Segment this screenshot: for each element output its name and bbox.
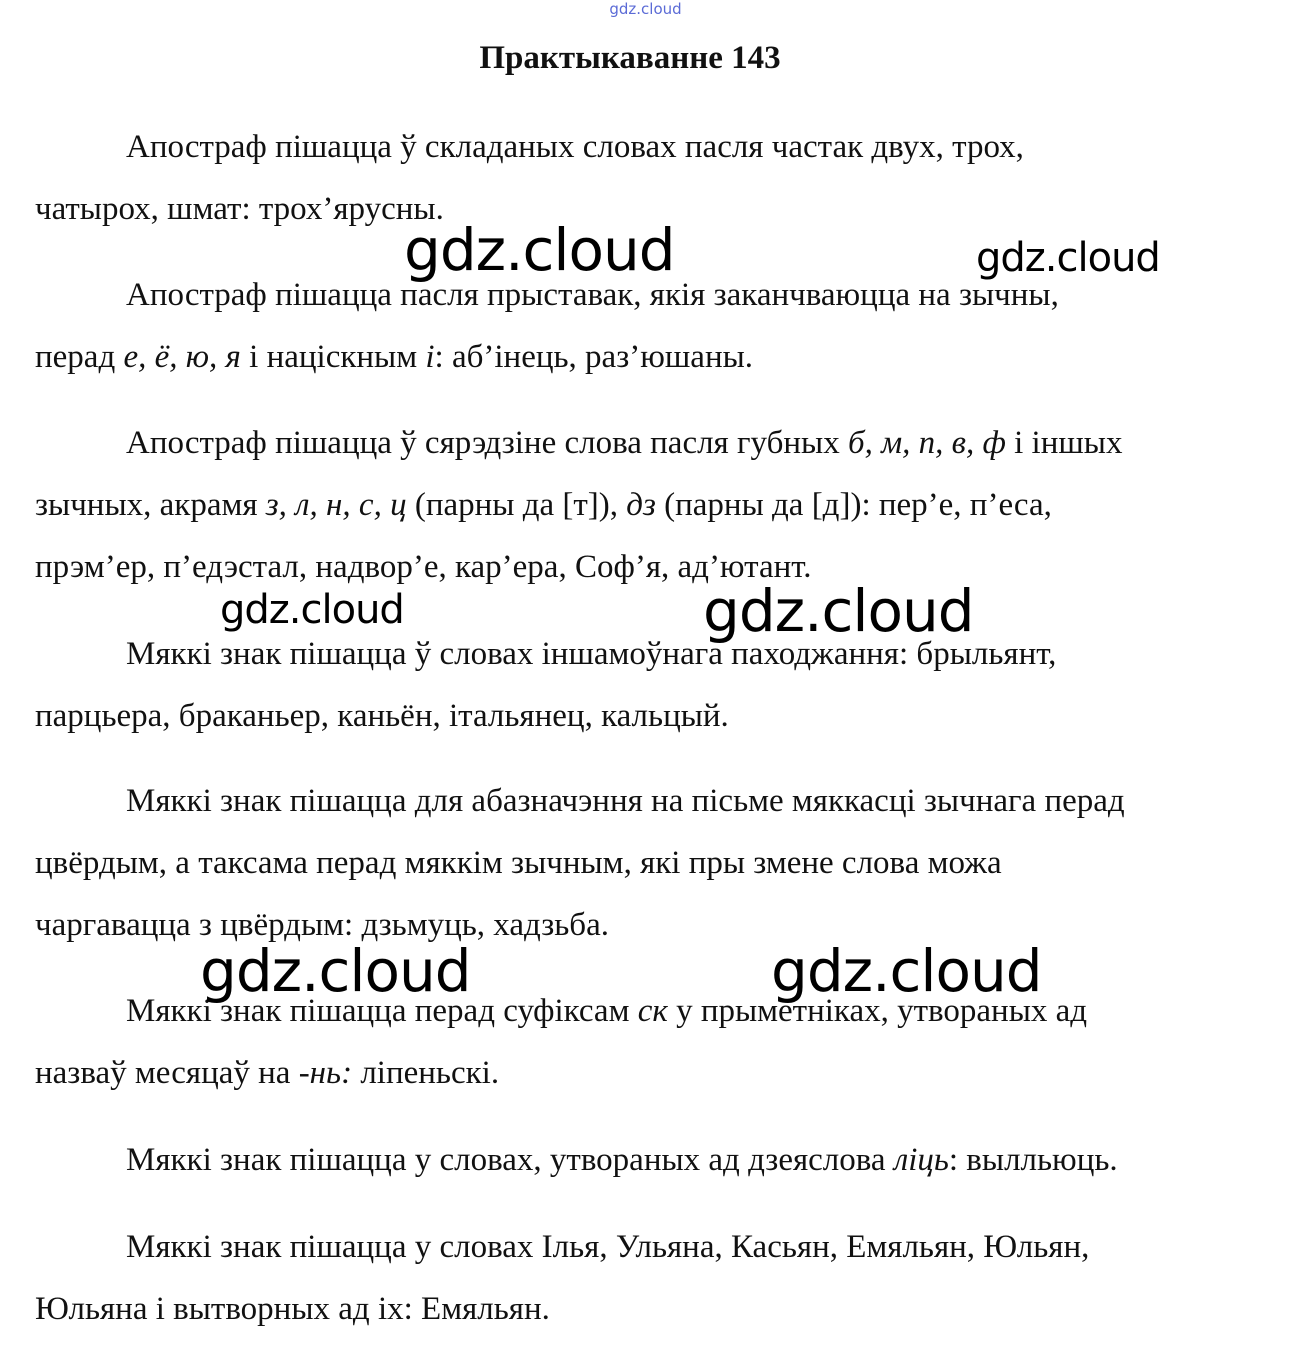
paragraph-4 xyxy=(35,623,1235,747)
paragraph-2-text: і націскным xyxy=(240,339,426,375)
paragraph-6-text: у прыметніках, утвораных ад xyxy=(667,993,1088,1029)
top-watermark: gdz.cloud xyxy=(609,0,682,18)
watermark: gdz.cloud xyxy=(703,577,974,645)
watermark: gdz.cloud xyxy=(771,937,1042,1005)
watermark: gdz.cloud xyxy=(404,216,675,284)
paragraph-6-ending: -нь: xyxy=(298,1055,353,1091)
paragraph-8-line-2: Юльяна і вытворных ад іх: Емяльян. xyxy=(35,1291,550,1327)
paragraph-3-text: Апостраф пішацца ў сярэдзіне слова пасля губных xyxy=(126,425,848,461)
paragraph-3-letters: б, м, п, в, ф xyxy=(847,425,1006,461)
watermark: gdz.cloud xyxy=(220,587,404,633)
paragraph-3-text: і іншых xyxy=(1005,425,1123,461)
paragraph-2-letter-i: і xyxy=(425,339,435,375)
paragraph-3 xyxy=(35,412,1235,598)
paragraph-8 xyxy=(35,1216,1235,1340)
paragraph-3-line-3: прэм’ер, п’едэстал, надвор’е, кар’ера, Соф’я, ад’ютант. xyxy=(35,549,812,585)
paragraph-5-line-1: Мяккі знак пішацца для абазначэння на пісьме мяккасці зычнага перад xyxy=(126,783,1125,819)
paragraph-4-line-2: парцьера, браканьер, каньён, італьянец, кальцый. xyxy=(35,698,729,734)
paragraph-6-example: ліпеньскі. xyxy=(352,1055,500,1091)
paragraph-5-line-3: чаргавацца з цвёрдым: дзьмуць, хадзьба. xyxy=(35,907,609,943)
paragraph-2-text: перад xyxy=(35,339,124,375)
paragraph-1-line-1: Апостраф пішацца ў складаных словах пасля частак двух, трох, xyxy=(126,129,1024,165)
paragraph-2-examples: : аб’інець, раз’юшаны. xyxy=(434,339,754,375)
paragraph-6-line-2 xyxy=(0,1042,499,1104)
paragraph-5-line-2: цвёрдым, а таксама перад мяккім зычным, які пры змене слова можа xyxy=(35,845,1002,881)
paragraph-1-line-2: чатырох, шмат: трох’ярусны. xyxy=(35,191,444,227)
paragraph-3-text: (парны да [т]), xyxy=(406,487,627,523)
paragraph-6-text: назваў месяцаў на xyxy=(35,1055,299,1091)
paragraph-7-verb: ліць xyxy=(893,1142,949,1178)
paragraph-3-letters: з, л, н, с, ц xyxy=(265,487,407,523)
paragraph-2-letters: е, ё, ю, я xyxy=(123,339,241,375)
paragraph-7-text: Мяккі знак пішацца у словах, утвораных ад дзеяслова xyxy=(126,1142,894,1178)
paragraph-7 xyxy=(35,1129,1235,1191)
paragraph-5 xyxy=(35,770,1235,956)
paragraph-3-line-2 xyxy=(0,474,1052,536)
paragraph-8-line-1: Мяккі знак пішацца у словах Ілья, Ульяна, Касьян, Емяльян, Юльян, xyxy=(126,1229,1090,1265)
paragraph-7-example: : вылльюць. xyxy=(948,1142,1118,1178)
paragraph-2-line-1: Апостраф пішацца пасля прыставак, якія заканчваюцца на зычны, xyxy=(126,277,1059,313)
paragraph-3-text: (парны да [д]): пер’е, п’еса, xyxy=(655,487,1052,523)
watermark: gdz.cloud xyxy=(976,235,1160,281)
paragraph-2-line-2 xyxy=(0,326,753,388)
watermark: gdz.cloud xyxy=(200,937,471,1005)
paragraph-6-text: Мяккі знак пішацца перад суфіксам xyxy=(126,993,638,1029)
paragraph-4-line-1: Мяккі знак пішацца ў словах іншамоўнага паходжання: брыльянт, xyxy=(126,636,1057,672)
paragraph-3-text: зычных, акрамя xyxy=(35,487,266,523)
paragraph-3-letters: дз xyxy=(626,487,656,523)
paragraph-6-suffix: ск xyxy=(637,993,668,1029)
page-title: Практыкаванне 143 xyxy=(479,40,781,76)
